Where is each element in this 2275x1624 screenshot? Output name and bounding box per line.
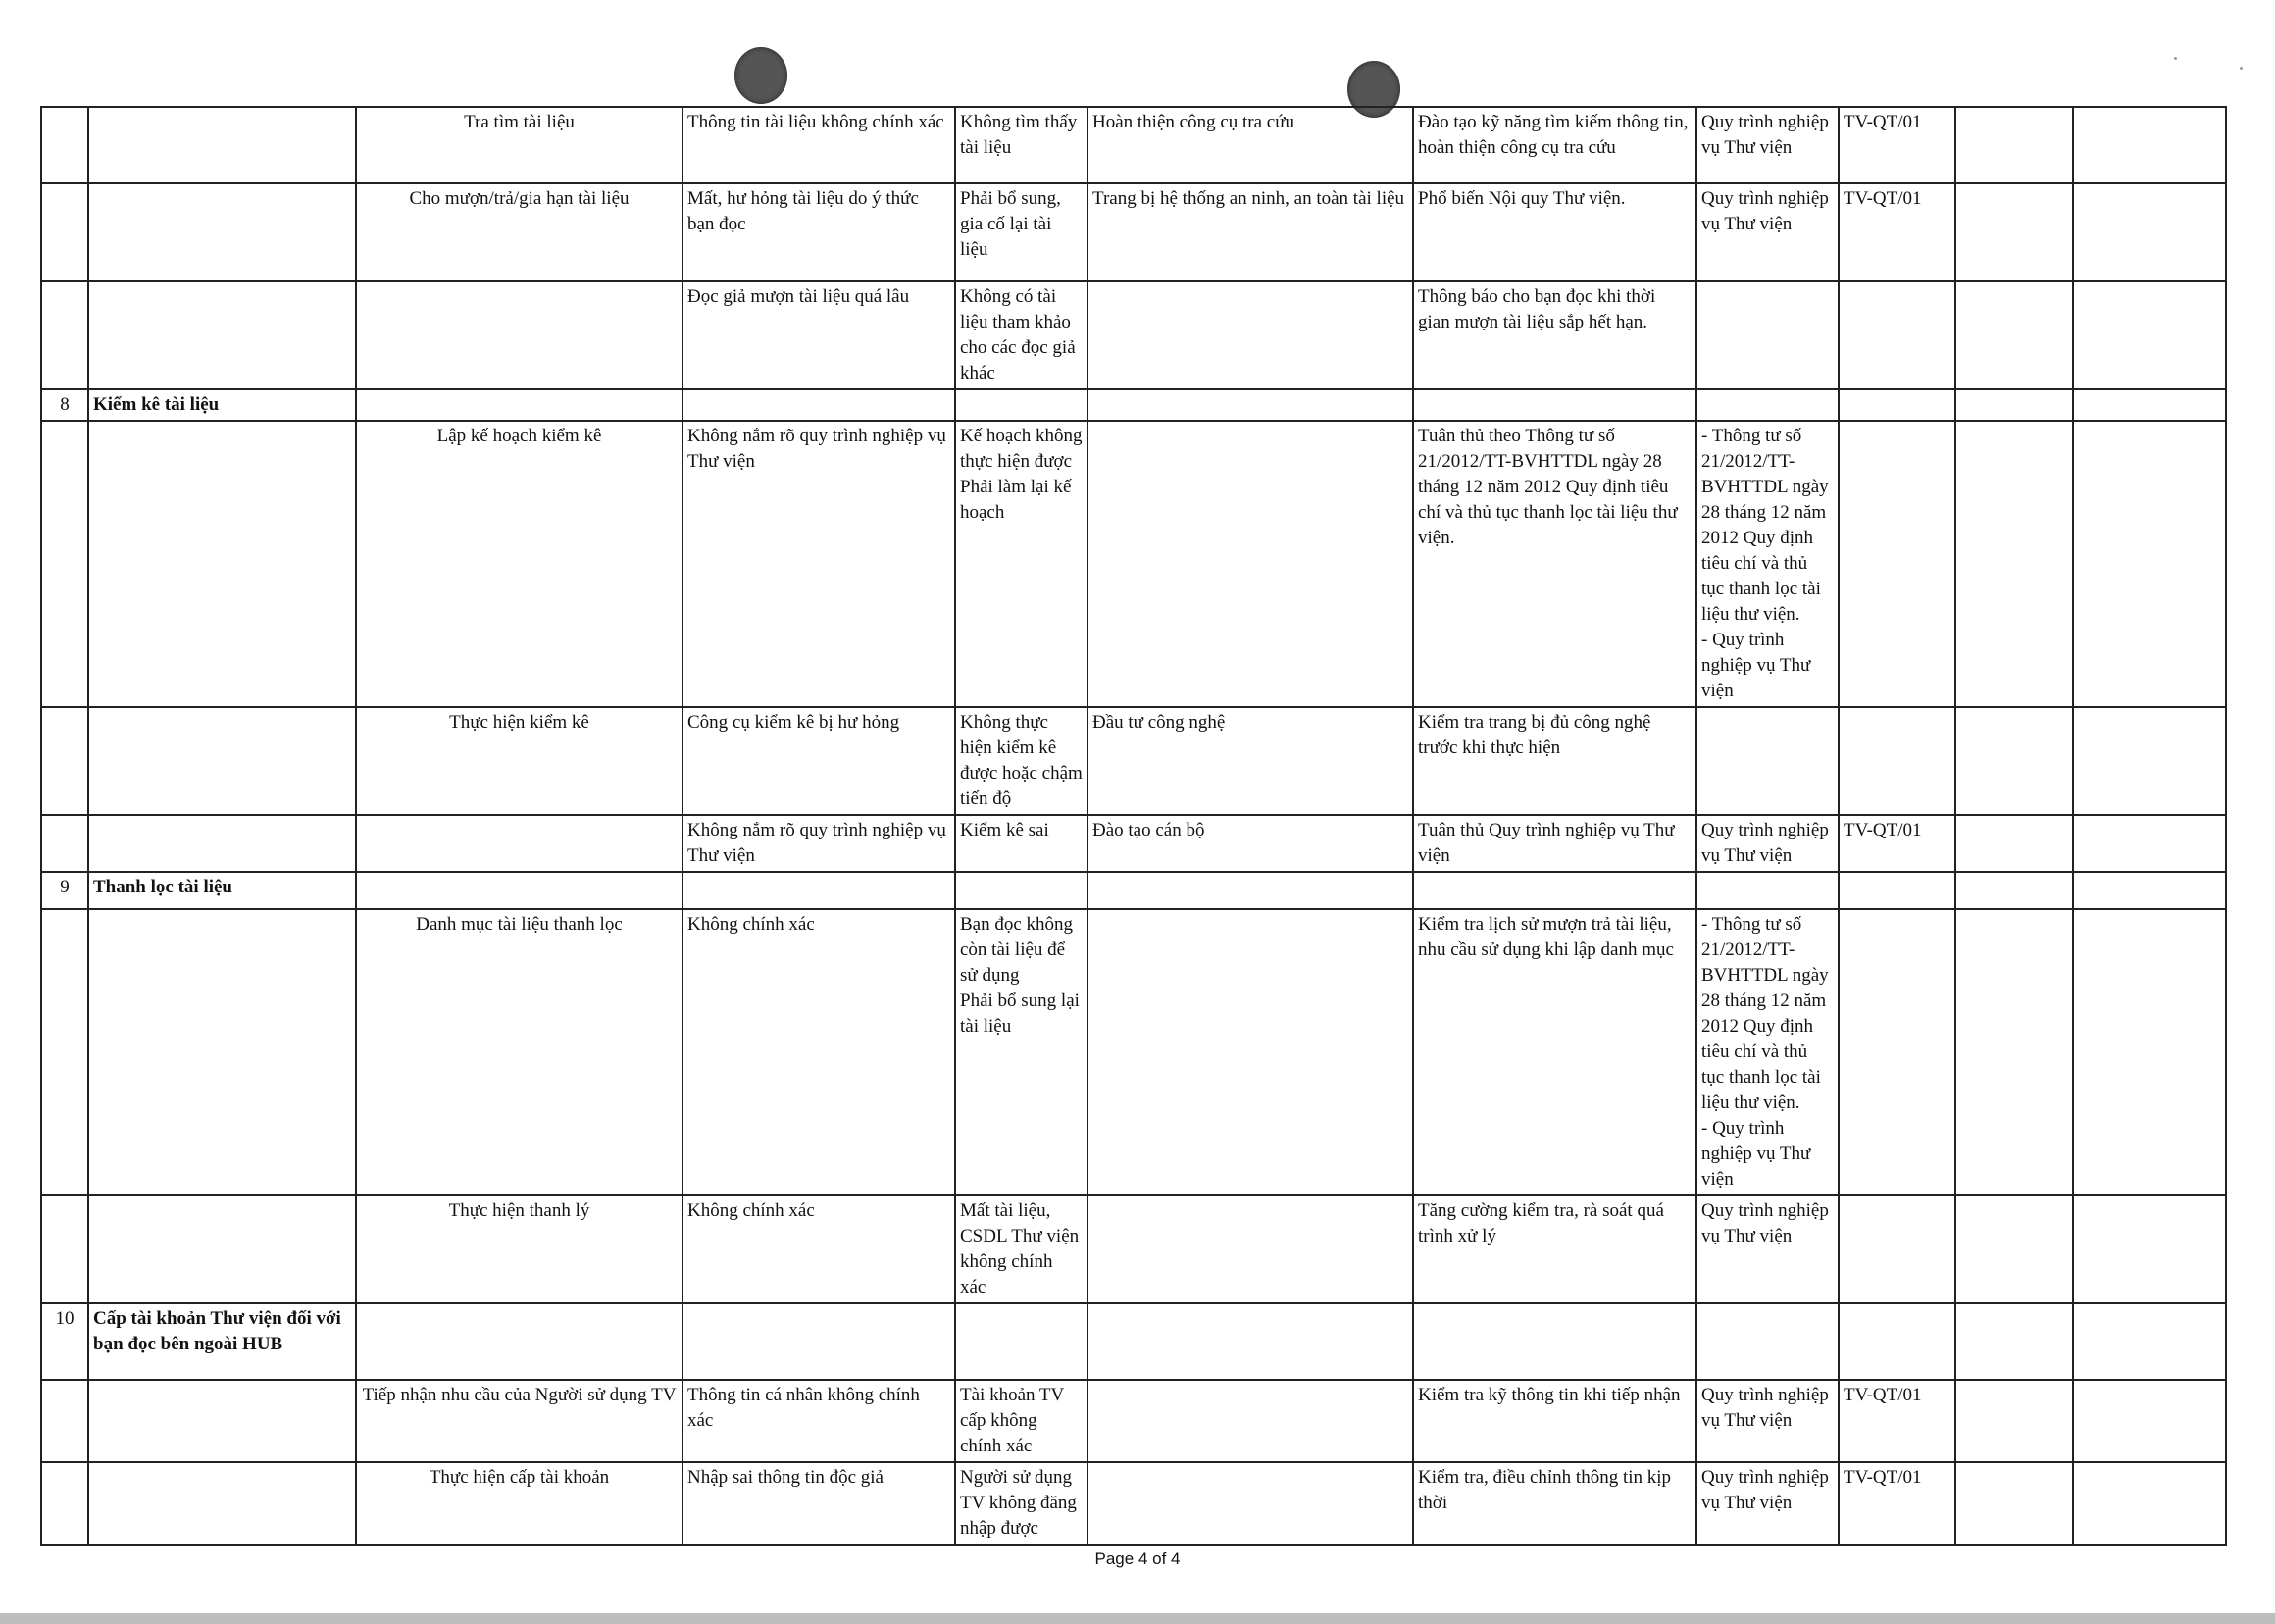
empty-cell — [2073, 1380, 2226, 1462]
table-row — [41, 389, 2226, 421]
risk-table — [40, 106, 2227, 1546]
consequence-cell: Không tìm thấy tài liệu — [955, 107, 1087, 183]
table-row — [41, 909, 2226, 1195]
empty-cell — [1696, 1303, 1839, 1380]
scan-speck — [2240, 67, 2243, 70]
process-step: Danh mục tài liệu thanh lọc — [356, 909, 682, 1195]
empty-cell — [2073, 107, 2226, 183]
measure-cell — [1087, 1195, 1413, 1303]
reference-cell: - Thông tư số 21/2012/TT-BVHTTDL ngày 28 tháng 12 năm 2012 Quy định tiêu chí và thủ tục thanh lọc tài liệu thư viện. - Quy trình nghiệp vụ Thư viện — [1696, 909, 1839, 1195]
consequence-cell: Không có tài liệu tham khảo cho các đọc giả khác — [955, 281, 1087, 389]
row-number — [41, 1462, 88, 1545]
process-step — [356, 281, 682, 389]
row-number — [41, 1380, 88, 1462]
empty-cell — [1955, 1462, 2073, 1545]
empty-cell — [1087, 389, 1413, 421]
document-code — [1839, 281, 1955, 389]
control-cell: Kiểm tra, điều chỉnh thông tin kịp thời — [1413, 1462, 1696, 1545]
consequence-cell: Mất tài liệu, CSDL Thư viện không chính xác — [955, 1195, 1087, 1303]
risk-cell: Không nắm rõ quy trình nghiệp vụ Thư viện — [682, 421, 955, 707]
empty-cell — [356, 1303, 682, 1380]
empty-cell — [2073, 389, 2226, 421]
process-step: Lập kế hoạch kiểm kê — [356, 421, 682, 707]
empty-cell — [1955, 281, 2073, 389]
risk-cell: Thông tin tài liệu không chính xác — [682, 107, 955, 183]
table-row — [41, 183, 2226, 281]
reference-cell: Quy trình nghiệp vụ Thư viện — [1696, 107, 1839, 183]
control-cell: Kiểm tra kỹ thông tin khi tiếp nhận — [1413, 1380, 1696, 1462]
measure-cell — [1087, 909, 1413, 1195]
table-row — [41, 1303, 2226, 1380]
empty-cell — [682, 872, 955, 909]
document-code: TV-QT/01 — [1839, 1462, 1955, 1545]
risk-table-body — [41, 107, 2226, 1545]
row-number: 9 — [41, 872, 88, 909]
empty-cell — [955, 389, 1087, 421]
measure-cell — [1087, 1462, 1413, 1545]
consequence-cell: Kiểm kê sai — [955, 815, 1087, 872]
row-number — [41, 815, 88, 872]
reference-cell — [1696, 281, 1839, 389]
document-code: TV-QT/01 — [1839, 815, 1955, 872]
empty-cell — [88, 281, 356, 389]
empty-cell — [1955, 1380, 2073, 1462]
document-code: TV-QT/01 — [1839, 1380, 1955, 1462]
empty-cell — [88, 107, 356, 183]
empty-cell — [682, 1303, 955, 1380]
empty-cell — [356, 389, 682, 421]
empty-cell — [1087, 872, 1413, 909]
empty-cell — [1955, 107, 2073, 183]
row-number — [41, 1195, 88, 1303]
empty-cell — [1955, 183, 2073, 281]
consequence-cell: Kế hoạch không thực hiện được Phải làm lại kế hoạch — [955, 421, 1087, 707]
empty-cell — [1413, 872, 1696, 909]
process-step: Thực hiện thanh lý — [356, 1195, 682, 1303]
table-row — [41, 1462, 2226, 1545]
empty-cell — [88, 815, 356, 872]
empty-cell — [88, 421, 356, 707]
process-step — [356, 815, 682, 872]
empty-cell — [1955, 872, 2073, 909]
process-step: Thực hiện cấp tài khoản — [356, 1462, 682, 1545]
process-step: Tiếp nhận nhu cầu của Người sử dụng TV — [356, 1380, 682, 1462]
empty-cell — [2073, 281, 2226, 389]
measure-cell — [1087, 421, 1413, 707]
empty-cell — [1413, 1303, 1696, 1380]
document-code — [1839, 421, 1955, 707]
empty-cell — [356, 872, 682, 909]
empty-cell — [1955, 389, 2073, 421]
reference-cell: Quy trình nghiệp vụ Thư viện — [1696, 815, 1839, 872]
control-cell: Thông báo cho bạn đọc khi thời gian mượn tài liệu sắp hết hạn. — [1413, 281, 1696, 389]
section-title: Cấp tài khoản Thư viện đối với bạn đọc bên ngoài HUB — [88, 1303, 356, 1380]
table-row — [41, 421, 2226, 707]
row-number — [41, 909, 88, 1195]
row-number — [41, 281, 88, 389]
risk-cell: Mất, hư hỏng tài liệu do ý thức bạn đọc — [682, 183, 955, 281]
reference-cell — [1696, 707, 1839, 815]
empty-cell — [955, 872, 1087, 909]
table-row — [41, 107, 2226, 183]
empty-cell — [88, 183, 356, 281]
empty-cell — [1839, 872, 1955, 909]
empty-cell — [2073, 1303, 2226, 1380]
empty-cell — [1955, 1303, 2073, 1380]
risk-cell: Không chính xác — [682, 909, 955, 1195]
control-cell: Tuân thủ Quy trình nghiệp vụ Thư viện — [1413, 815, 1696, 872]
process-step: Tra tìm tài liệu — [356, 107, 682, 183]
empty-cell — [2073, 1195, 2226, 1303]
table-row — [41, 872, 2226, 909]
control-cell: Kiểm tra trang bị đủ công nghệ trước khi thực hiện — [1413, 707, 1696, 815]
process-step: Cho mượn/trả/gia hạn tài liệu — [356, 183, 682, 281]
row-number — [41, 707, 88, 815]
control-cell: Tuân thủ theo Thông tư số 21/2012/TT-BVHTTDL ngày 28 tháng 12 năm 2012 Quy định tiêu chí và thủ tục thanh lọc tài liệu thư viện. — [1413, 421, 1696, 707]
empty-cell — [1955, 909, 2073, 1195]
row-number: 8 — [41, 389, 88, 421]
empty-cell — [2073, 909, 2226, 1195]
row-number: 10 — [41, 1303, 88, 1380]
empty-cell — [1839, 1303, 1955, 1380]
measure-cell — [1087, 1380, 1413, 1462]
empty-cell — [88, 707, 356, 815]
measure-cell: Đầu tư công nghệ — [1087, 707, 1413, 815]
empty-cell — [88, 909, 356, 1195]
empty-cell — [88, 1380, 356, 1462]
reference-cell: Quy trình nghiệp vụ Thư viện — [1696, 1462, 1839, 1545]
document-code: TV-QT/01 — [1839, 107, 1955, 183]
consequence-cell: Không thực hiện kiểm kê được hoặc chậm tiến độ — [955, 707, 1087, 815]
scan-speck — [2174, 57, 2177, 60]
document-code — [1839, 707, 1955, 815]
reference-cell: - Thông tư số 21/2012/TT-BVHTTDL ngày 28 tháng 12 năm 2012 Quy định tiêu chí và thủ tục thanh lọc tài liệu thư viện. - Quy trình nghiệp vụ Thư viện — [1696, 421, 1839, 707]
section-title: Kiểm kê tài liệu — [88, 389, 356, 421]
risk-cell: Không chính xác — [682, 1195, 955, 1303]
empty-cell — [2073, 707, 2226, 815]
document-code — [1839, 909, 1955, 1195]
document-code — [1839, 1195, 1955, 1303]
process-step: Thực hiện kiểm kê — [356, 707, 682, 815]
empty-cell — [1087, 1303, 1413, 1380]
reference-cell: Quy trình nghiệp vụ Thư viện — [1696, 1195, 1839, 1303]
measure-cell: Trang bị hệ thống an ninh, an toàn tài liệu — [1087, 183, 1413, 281]
page-footer: Page 4 of 4 — [1094, 1549, 1181, 1568]
empty-cell — [1413, 389, 1696, 421]
empty-cell — [1696, 389, 1839, 421]
control-cell: Kiểm tra lịch sử mượn trả tài liệu, nhu cầu sử dụng khi lập danh mục — [1413, 909, 1696, 1195]
empty-cell — [1955, 815, 2073, 872]
risk-cell: Công cụ kiểm kê bị hư hỏng — [682, 707, 955, 815]
control-cell: Tăng cường kiểm tra, rà soát quá trình xử lý — [1413, 1195, 1696, 1303]
row-number — [41, 183, 88, 281]
empty-cell — [2073, 183, 2226, 281]
empty-cell — [2073, 815, 2226, 872]
table-row — [41, 815, 2226, 872]
empty-cell — [1839, 389, 1955, 421]
consequence-cell: Tài khoản TV cấp không chính xác — [955, 1380, 1087, 1462]
empty-cell — [88, 1462, 356, 1545]
table-row — [41, 281, 2226, 389]
table-row — [41, 1195, 2226, 1303]
empty-cell — [682, 389, 955, 421]
measure-cell: Đào tạo cán bộ — [1087, 815, 1413, 872]
consequence-cell: Bạn đọc không còn tài liệu để sử dụng Phải bổ sung lại tài liệu — [955, 909, 1087, 1195]
empty-cell — [2073, 872, 2226, 909]
row-number — [41, 107, 88, 183]
risk-cell: Không nắm rõ quy trình nghiệp vụ Thư viện — [682, 815, 955, 872]
section-title: Thanh lọc tài liệu — [88, 872, 356, 909]
control-cell: Đào tạo kỹ năng tìm kiếm thông tin, hoàn thiện công cụ tra cứu — [1413, 107, 1696, 183]
empty-cell — [1955, 1195, 2073, 1303]
scan-edge — [0, 1613, 2275, 1624]
empty-cell — [2073, 421, 2226, 707]
punch-hole-left — [734, 47, 787, 104]
document-code: TV-QT/01 — [1839, 183, 1955, 281]
empty-cell — [955, 1303, 1087, 1380]
control-cell: Phổ biến Nội quy Thư viện. — [1413, 183, 1696, 281]
measure-cell — [1087, 281, 1413, 389]
empty-cell — [1955, 707, 2073, 815]
empty-cell — [2073, 1462, 2226, 1545]
reference-cell: Quy trình nghiệp vụ Thư viện — [1696, 1380, 1839, 1462]
reference-cell: Quy trình nghiệp vụ Thư viện — [1696, 183, 1839, 281]
risk-cell: Nhập sai thông tin độc giả — [682, 1462, 955, 1545]
measure-cell: Hoàn thiện công cụ tra cứu — [1087, 107, 1413, 183]
row-number — [41, 421, 88, 707]
consequence-cell: Người sử dụng TV không đăng nhập được — [955, 1462, 1087, 1545]
risk-cell: Thông tin cá nhân không chính xác — [682, 1380, 955, 1462]
empty-cell — [1696, 872, 1839, 909]
consequence-cell: Phải bổ sung, gia cố lại tài liệu — [955, 183, 1087, 281]
empty-cell — [1955, 421, 2073, 707]
risk-cell: Đọc giả mượn tài liệu quá lâu — [682, 281, 955, 389]
empty-cell — [88, 1195, 356, 1303]
table-row — [41, 707, 2226, 815]
table-row — [41, 1380, 2226, 1462]
